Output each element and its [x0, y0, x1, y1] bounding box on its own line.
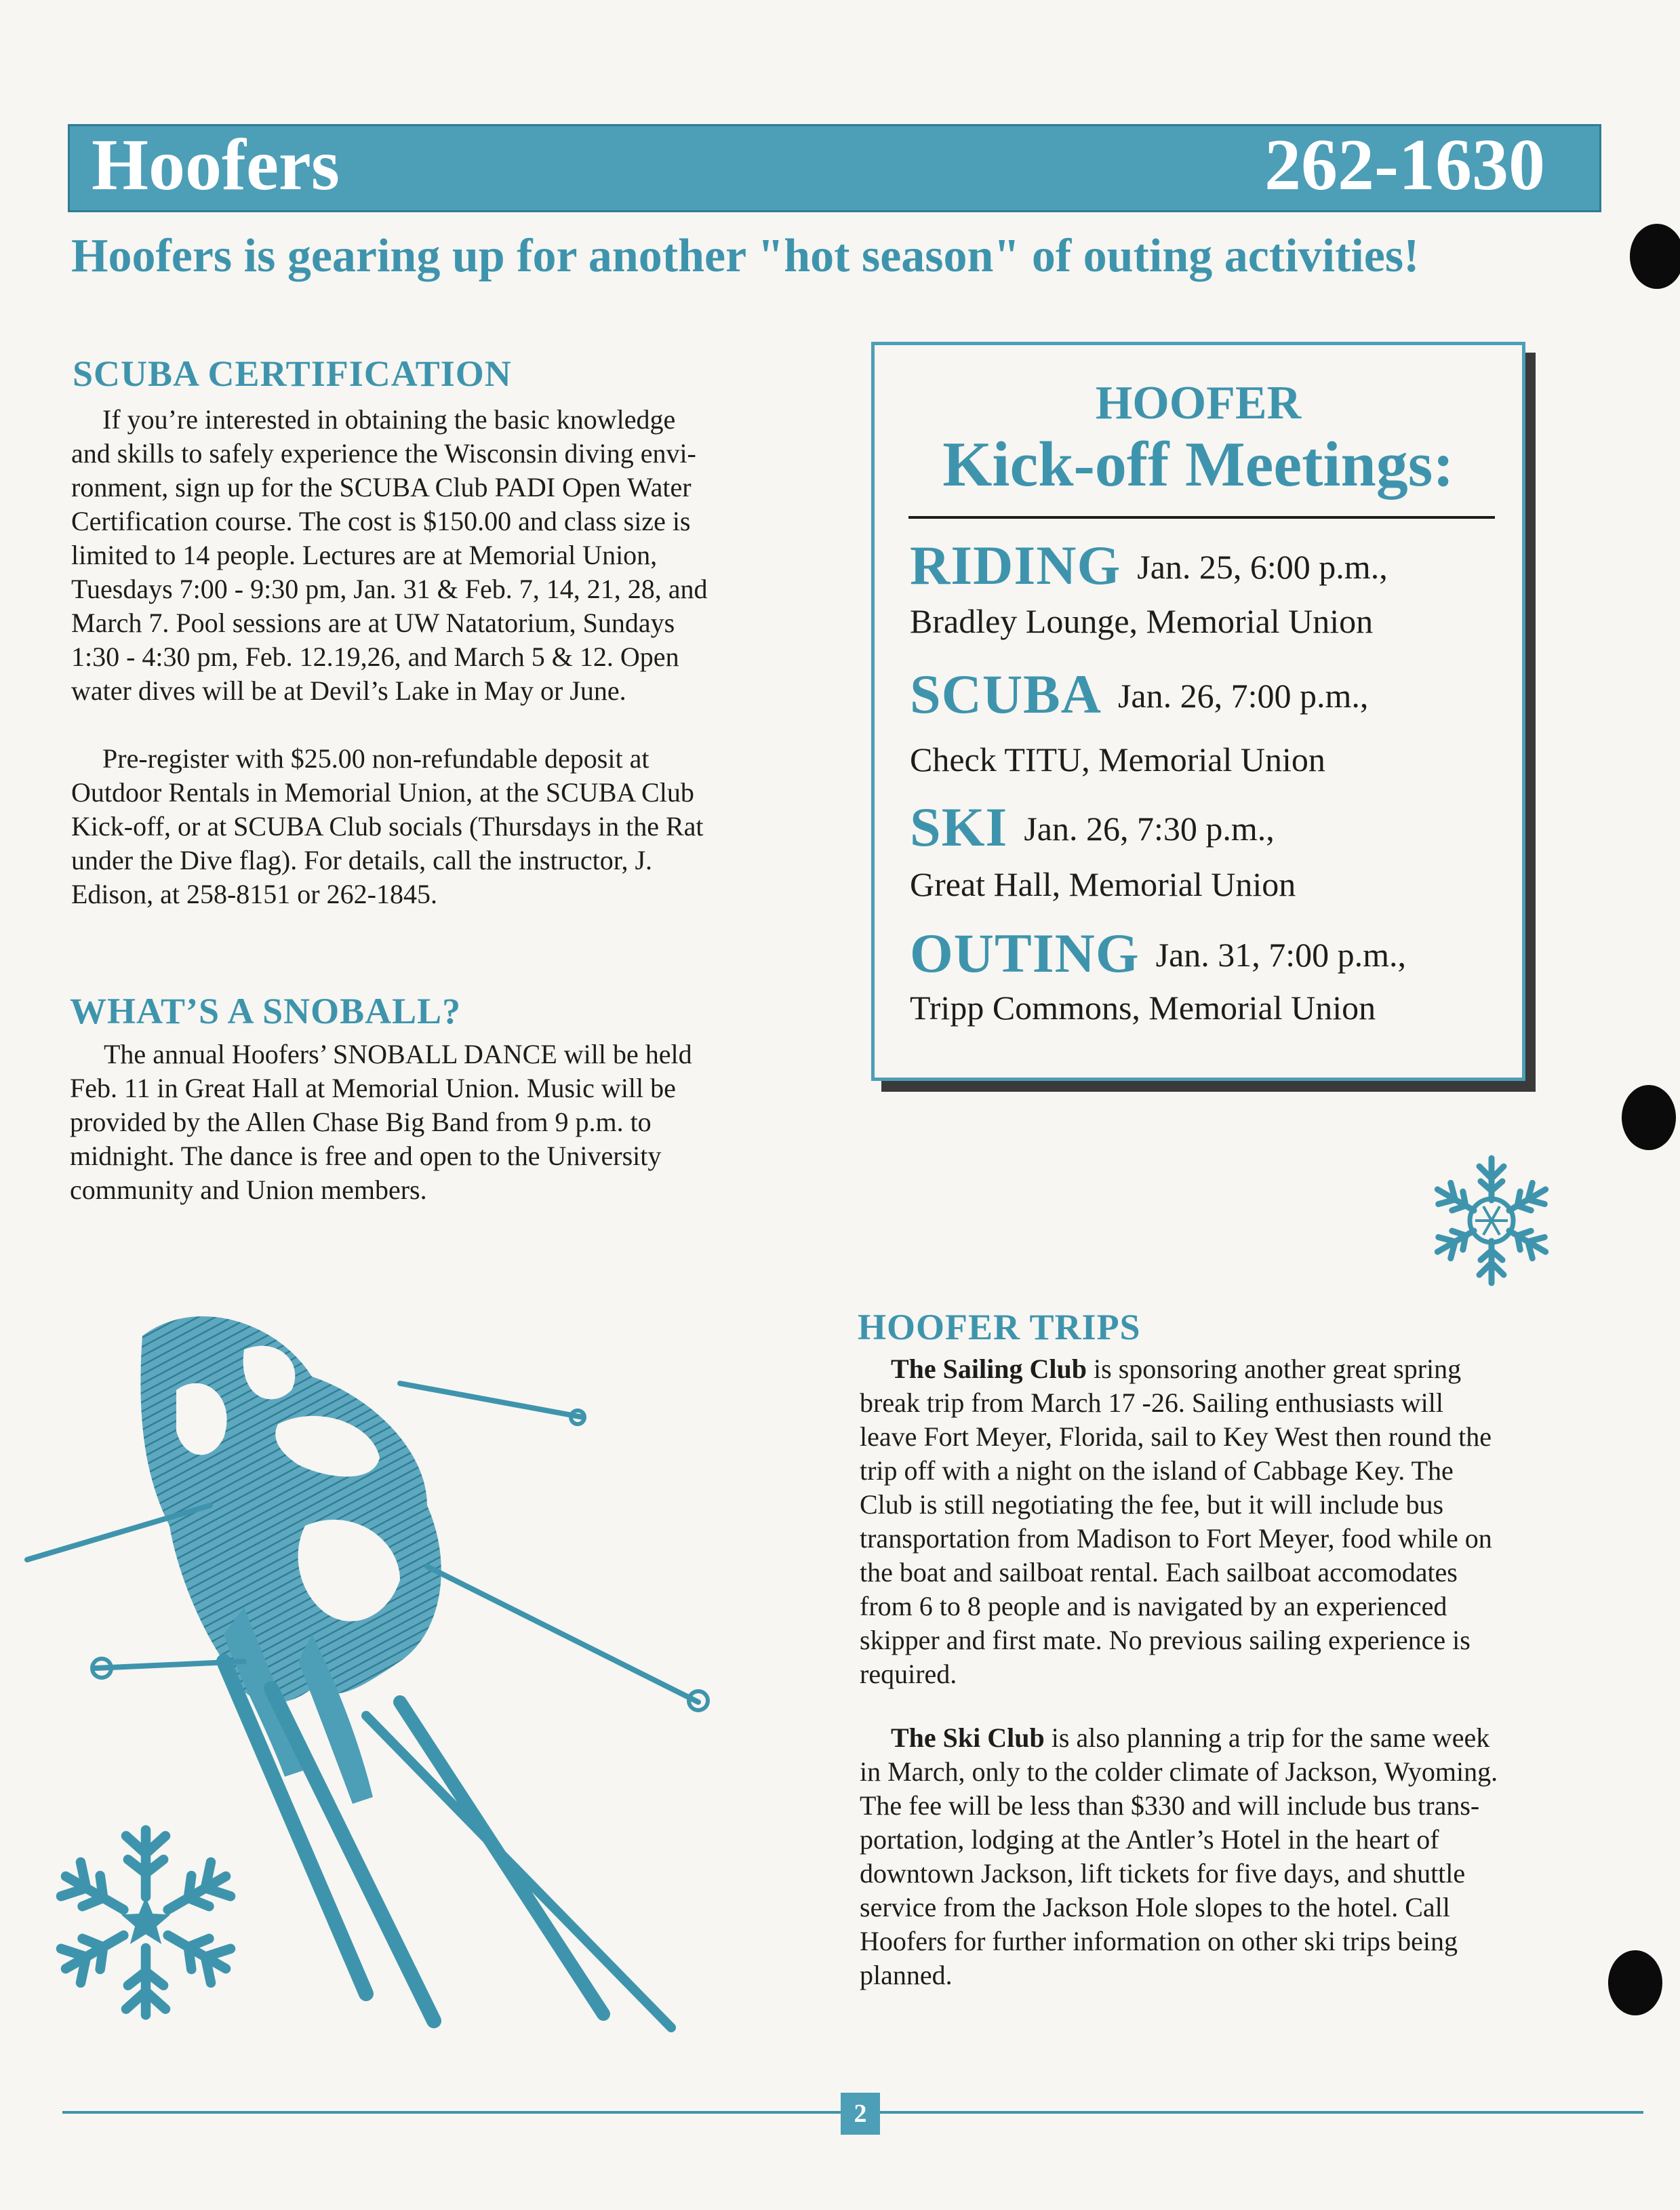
footer-rule [62, 2111, 843, 2114]
snoball-line: provided by the Allen Chase Big Band from 9 p.m. to [70, 1107, 652, 1137]
sailing-line: from 6 to 8 people and is navigated by an experienced [860, 1591, 1447, 1621]
meeting-outing [910, 922, 1406, 985]
scuba-line: Certification course. The cost is $150.00 and class size is [71, 506, 691, 536]
sailing-line: the boat and sailboat rental. Each sailboat accomodates [860, 1557, 1458, 1587]
ski-line: in March, only to the colder climate of Jackson, Wyoming. [860, 1756, 1498, 1787]
ski-line: Hoofers for further information on other ski trips being [860, 1926, 1458, 1956]
sailing-line: leave Fort Meyer, Florida, sail to Key West then round the [860, 1421, 1492, 1452]
sailing-paragraph [860, 1352, 1492, 1691]
meeting-riding [910, 534, 1388, 597]
meeting-name: SCUBA [910, 663, 1102, 725]
sailing-line: Club is still negotiating the fee, but it will include bus [860, 1489, 1444, 1520]
snoball-line: community and Union members. [70, 1175, 427, 1205]
sailing-club-name: The Sailing Club [891, 1354, 1087, 1384]
meeting-ski [910, 795, 1275, 859]
scuba-line: March 7. Pool sessions are at UW Natatorium, Sundays [71, 608, 675, 638]
ski-line: The fee will be less than $330 and will include bus trans- [860, 1790, 1480, 1821]
scuba-line: and skills to safely experience the Wisconsin diving envi- [71, 438, 696, 469]
ski-paragraph [860, 1721, 1498, 1992]
sailing-line: break trip from March 17 -26. Sailing enthusiasts will [860, 1387, 1443, 1418]
scuba-line: under the Dive flag). For details, call the instructor, J. [71, 845, 653, 875]
scuba-line: Kick-off, or at SCUBA Club socials (Thursdays in the Rat [71, 811, 704, 842]
ski-line: service from the Jackson Hole slopes to the hotel. Call [860, 1892, 1450, 1922]
kickoff-box [871, 342, 1525, 1081]
scuba-line: Pre-register with $25.00 non-refundable deposit at [102, 743, 649, 774]
scuba-paragraph-2 [71, 742, 704, 911]
snoball-heading: WHAT’S A SNOBALL? [70, 991, 462, 1031]
footer-rule [879, 2111, 1643, 2114]
sailing-line: required. [860, 1659, 957, 1689]
ski-club-name: The Ski Club [891, 1722, 1045, 1753]
meeting-date: Jan. 26, 7:30 p.m., [1024, 810, 1275, 848]
binder-hole-top [1630, 224, 1680, 289]
meeting-place: Tripp Commons, Memorial Union [910, 989, 1376, 1027]
meeting-scuba [910, 663, 1368, 726]
snoball-paragraph [70, 1038, 692, 1207]
sailing-line: trip off with a night on the island of Cabbage Key. The [860, 1455, 1454, 1486]
page-title: Hoofers [92, 125, 340, 205]
binder-hole-bottom [1608, 1950, 1662, 2015]
scuba-line: ronment, sign up for the SCUBA Club PADI Open Water [71, 472, 692, 502]
snoball-line: The annual Hoofers’ SNOBALL DANCE will be held [104, 1039, 692, 1069]
scuba-line: limited to 14 people. Lectures are at Memorial Union, [71, 540, 658, 570]
meeting-name: OUTING [910, 922, 1140, 984]
meeting-name: SKI [910, 796, 1008, 858]
ski-line: planned. [860, 1960, 953, 1990]
kickoff-divider [908, 516, 1495, 519]
snoball-line: Feb. 11 in Great Hall at Memorial Union. Music will be [70, 1073, 676, 1103]
snoball-line: midnight. The dance is free and open to the University [70, 1141, 662, 1171]
trips-heading: HOOFER TRIPS [858, 1307, 1141, 1347]
skier-illustration [20, 1282, 759, 2041]
kickoff-hoofer-label: HOOFER [1095, 377, 1302, 429]
scuba-line: Tuesdays 7:00 - 9:30 pm, Jan. 31 & Feb. 7, 14, 21, 28, and [71, 574, 708, 604]
sailing-line: is sponsoring another great spring [1087, 1354, 1462, 1384]
ski-line: is also planning a trip for the same week [1044, 1722, 1490, 1753]
scuba-heading: SCUBA CERTIFICATION [73, 353, 512, 394]
meeting-place: Great Hall, Memorial Union [910, 865, 1296, 903]
meeting-date: Jan. 26, 7:00 p.m., [1117, 677, 1369, 715]
headline: Hoofers is gearing up for another "hot season" of outing activities! [71, 230, 1420, 282]
sailing-line: skipper and first mate. No previous sailing experience is [860, 1625, 1471, 1655]
snowflake-icon [1424, 1153, 1559, 1288]
scuba-line: water dives will be at Devil’s Lake in May or June. [71, 675, 626, 706]
sailing-line: transportation from Madison to Fort Meyer, food while on [860, 1523, 1492, 1554]
ski-line: downtown Jackson, lift tickets for five days, and shuttle [860, 1858, 1466, 1889]
scuba-line: 1:30 - 4:30 pm, Feb. 12.19,26, and March 5 & 12. Open [71, 642, 679, 672]
meeting-name: RIDING [910, 534, 1121, 596]
scuba-line: If you’re interested in obtaining the basic knowledge [102, 404, 676, 435]
kickoff-title: Kick-off Meetings: [942, 429, 1454, 500]
scuba-line: Edison, at 258-8151 or 262-1845. [71, 879, 437, 909]
ski-line: portation, lodging at the Antler’s Hotel in the heart of [860, 1824, 1439, 1855]
meeting-place: Check TITU, Memorial Union [910, 741, 1325, 778]
binder-hole-middle [1622, 1085, 1676, 1150]
meeting-date: Jan. 31, 7:00 p.m., [1155, 936, 1407, 974]
scuba-line: Outdoor Rentals in Memorial Union, at the SCUBA Club [71, 777, 694, 808]
meeting-place: Bradley Lounge, Memorial Union [910, 602, 1374, 640]
phone-number: 262-1630 [1264, 125, 1545, 205]
meeting-date: Jan. 25, 6:00 p.m., [1137, 548, 1388, 586]
page-number: 2 [841, 2093, 880, 2135]
title-banner [68, 124, 1601, 212]
scuba-paragraph-1 [71, 403, 708, 708]
